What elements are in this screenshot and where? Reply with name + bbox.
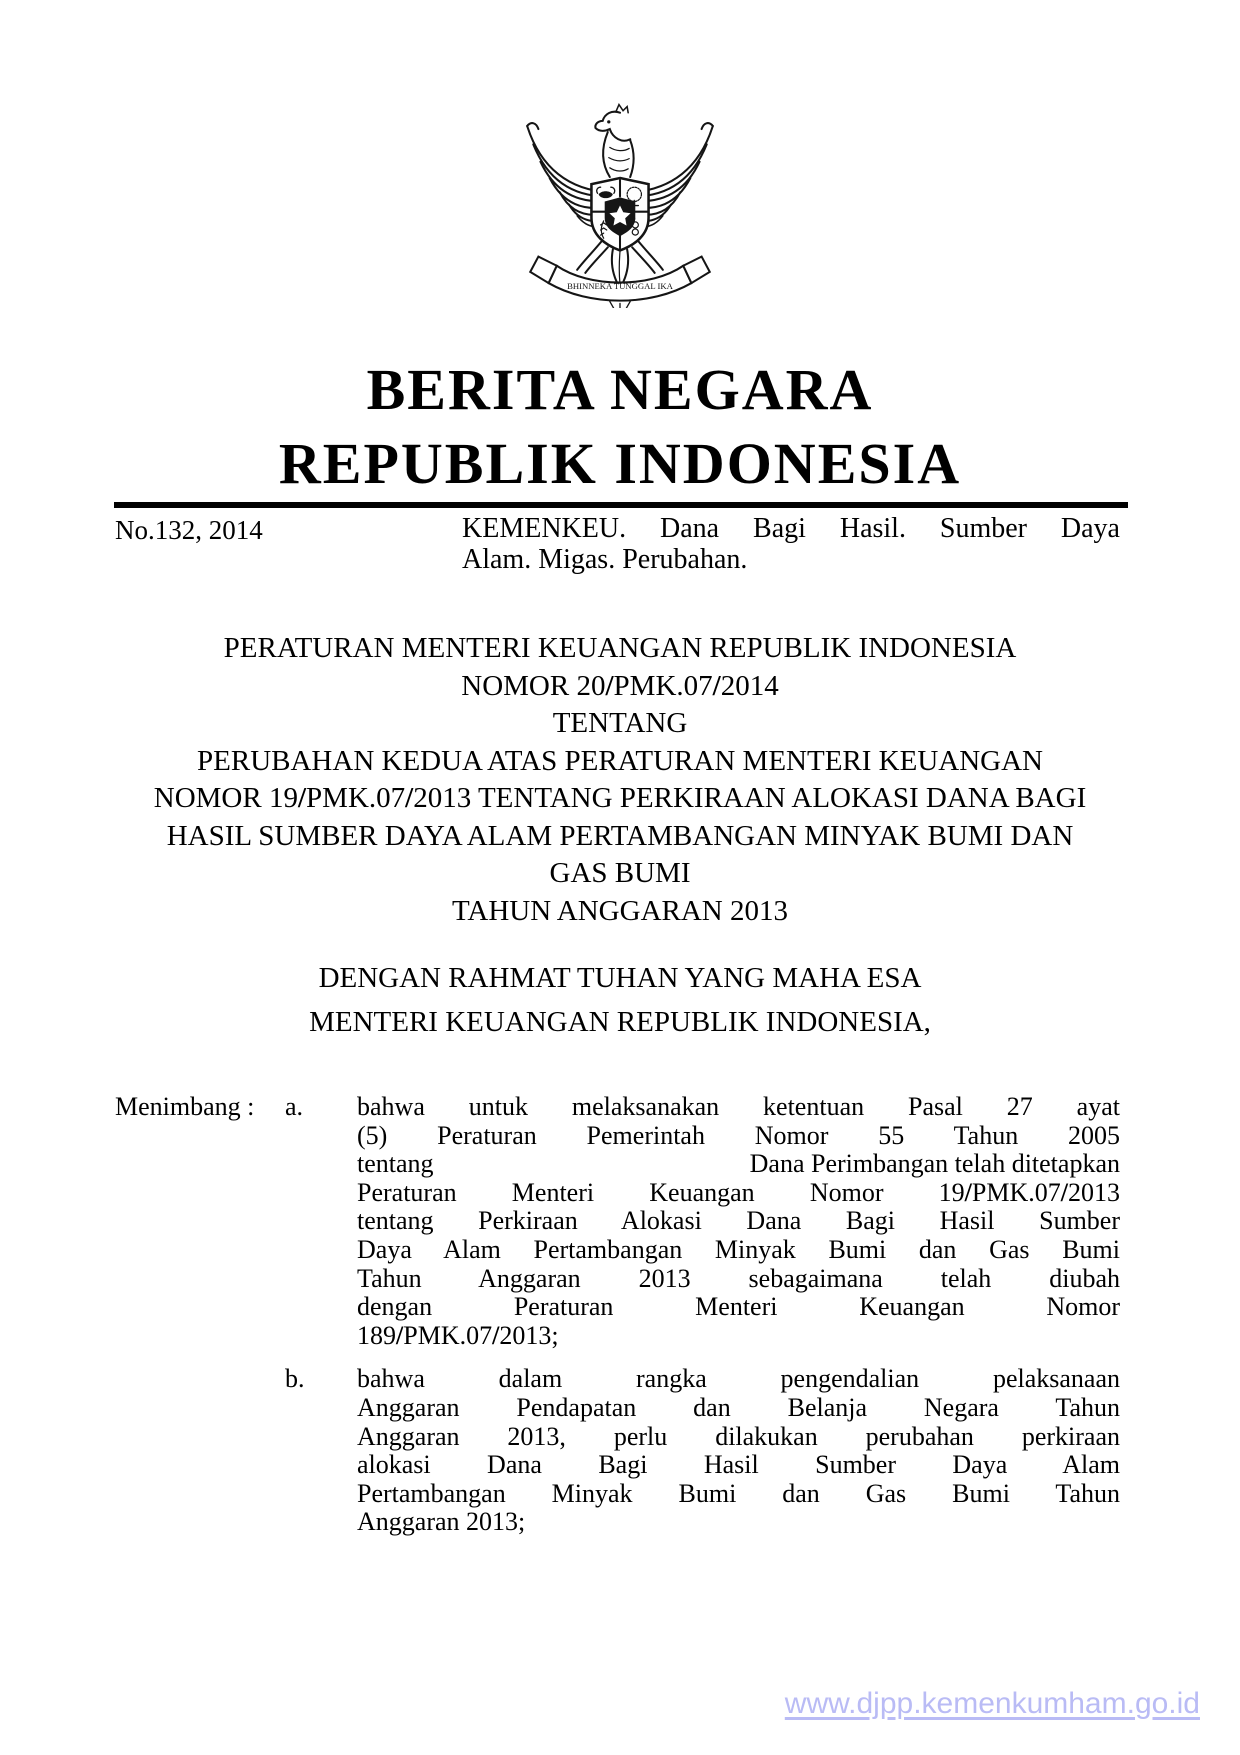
- considerations-items: [115, 1093, 1127, 1537]
- regulation-title-line: TAHUN ANGGARAN 2013: [451, 894, 788, 927]
- text-line: Anggaran 2013;: [357, 1507, 526, 1537]
- gazette-title: [0, 353, 1240, 501]
- regulation-title-line: PERATURAN MENTERI KEUANGAN REPUBLIK INDONESIA: [223, 632, 1017, 664]
- heavy-slash: /: [605, 669, 614, 702]
- subject-keywords: [462, 513, 1120, 575]
- consideration-text: [357, 1093, 1120, 1350]
- consideration-item: [115, 1093, 1127, 1350]
- gazette-title-line1: BERITA NEGARA: [366, 357, 874, 422]
- subject-line: Alam. Migas. Perubahan.: [462, 544, 748, 575]
- footer-watermark-link[interactable]: www.djpp.kemenkumham.go.id: [784, 1687, 1200, 1720]
- issue-number: No.132, 2014: [115, 515, 263, 545]
- text-segment: tentang: [357, 1149, 434, 1179]
- regulation-title-line: GAS BUMI: [549, 857, 691, 889]
- authority-line: MENTERI KEUANGAN REPUBLIK INDONESIA,: [309, 1006, 931, 1038]
- regulation-title-line: TENTANG: [552, 707, 688, 739]
- text-line: Anggaran 2013, perlu dilakukan perubahan perkiraan: [357, 1421, 1120, 1451]
- heavy-slash: /: [396, 1320, 404, 1350]
- text-line: alokasi Dana Bagi Hasil Sumber Daya Alam: [357, 1450, 1120, 1480]
- text-line: bahwa dalam rangka pengendalian pelaksanaan: [357, 1364, 1120, 1394]
- gazette-title-line2: REPUBLIK INDONESIA: [278, 431, 962, 496]
- text-line: Pertambangan Minyak Bumi dan Gas Bumi Tahun: [357, 1478, 1120, 1508]
- emblem-motto: BHINNEKA TUNGGAL IKA: [567, 281, 673, 292]
- consideration-marker: a.: [285, 1092, 304, 1121]
- heavy-slash: /: [405, 782, 414, 814]
- heavy-slash: /: [1060, 1177, 1068, 1207]
- heavy-slash: /: [712, 669, 721, 702]
- considerations-section: [115, 1093, 1127, 1552]
- regulation-title-line: NOMOR 19/PMK.07/2013 TENTANG PERKIRAAN ALOKASI DANA BAGI: [153, 782, 1087, 814]
- text-line: Tahun Anggaran 2013 sebagaimana telah diubah: [357, 1263, 1120, 1293]
- garuda-pancasila-emblem: [518, 98, 722, 308]
- text-line: bahwa untuk melaksanakan ketentuan Pasal 27 ayat: [357, 1092, 1120, 1121]
- consideration-text: [357, 1365, 1120, 1537]
- consideration-item: [115, 1365, 1127, 1537]
- masthead-divider-rule: [114, 502, 1128, 508]
- consideration-marker: b.: [285, 1364, 305, 1394]
- text-line: 189/PMK.07/2013;: [357, 1320, 559, 1350]
- text-segment: Dana Perimbangan telah ditetapkan: [749, 1149, 1120, 1179]
- text-line: Anggaran Pendapatan dan Belanja Negara Tahun: [357, 1392, 1120, 1422]
- heavy-slash: /: [964, 1177, 972, 1207]
- invocation-line: DENGAN RAHMAT TUHAN YANG MAHA ESA: [318, 962, 922, 994]
- text-line: Peraturan Menteri Keuangan Nomor 19/PMK.07/2013: [357, 1177, 1120, 1207]
- text-line: [357, 1150, 1120, 1179]
- text-line: tentang Perkiraan Alokasi Dana Bagi Hasil Sumber: [357, 1206, 1120, 1236]
- heavy-slash: /: [492, 1320, 500, 1350]
- text-line: (5) Peraturan Pemerintah Nomor 55 Tahun 2005: [357, 1120, 1120, 1150]
- text-line: Daya Alam Pertambangan Minyak Bumi dan Gas Bumi: [357, 1234, 1120, 1264]
- regulation-title: [114, 630, 1126, 930]
- regulation-title-line: PERUBAHAN KEDUA ATAS PERATURAN MENTERI KEUANGAN: [197, 744, 1043, 777]
- heavy-slash: /: [297, 782, 307, 814]
- considerations-label: Menimbang :: [115, 1092, 255, 1121]
- text-line: dengan Peraturan Menteri Keuangan Nomor: [357, 1292, 1120, 1322]
- subject-line: KEMENKEU. Dana Bagi Hasil. Sumber Daya: [462, 513, 1120, 544]
- regulation-title-line: NOMOR 20/PMK.07/2014: [461, 669, 779, 702]
- regulation-title-line: HASIL SUMBER DAYA ALAM PERTAMBANGAN MINYAK BUMI DAN: [166, 819, 1074, 852]
